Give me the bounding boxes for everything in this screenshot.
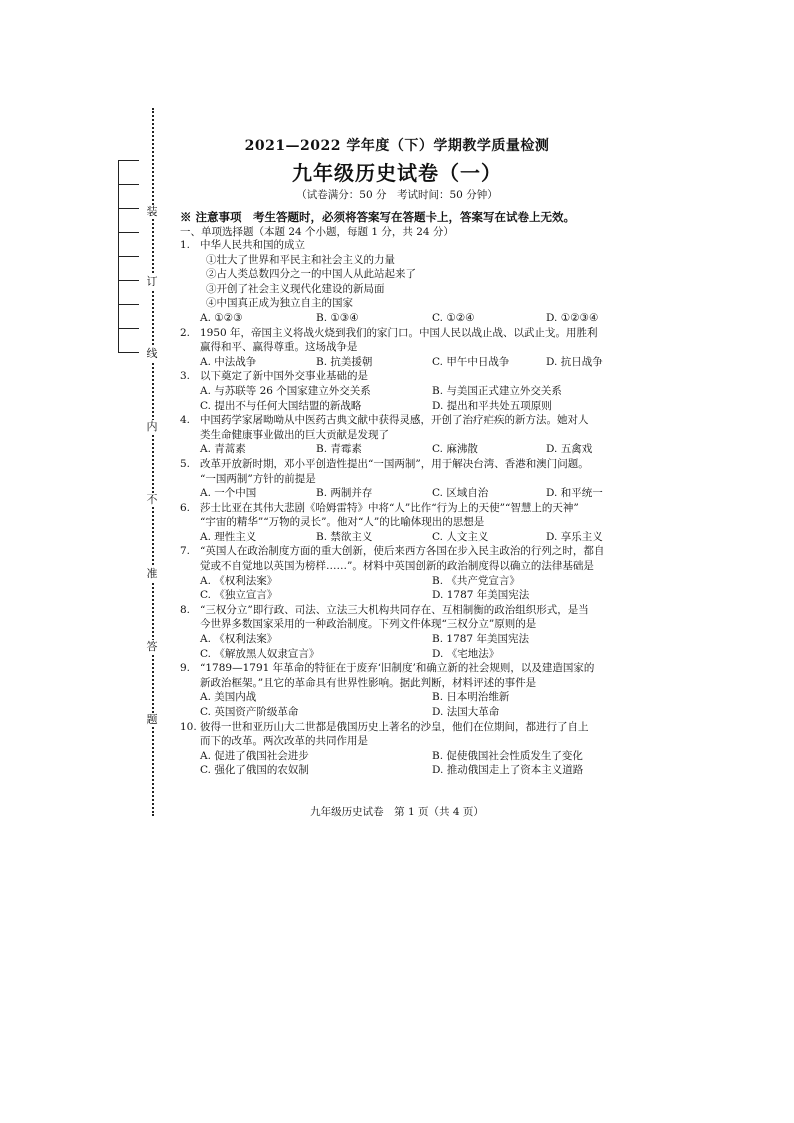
question-list bbox=[180, 238, 630, 778]
exam-title-year: 2021—2022 学年度（下）学期教学质量检测 bbox=[244, 138, 550, 154]
info-rule bbox=[119, 232, 139, 233]
answer-option: C. 提出不与任何大国结盟的新战略 bbox=[200, 399, 362, 412]
page-footer: 九年级历史试卷 第 1 页（共 4 页） bbox=[310, 806, 484, 818]
info-rule bbox=[119, 208, 139, 209]
answer-option: D. 享乐主义 bbox=[546, 530, 603, 543]
binding-char: 线 bbox=[144, 347, 160, 361]
question-stem: “宇宙的精华”“万物的灵长”。他对“人”的比喻体现出的思想是 bbox=[200, 516, 485, 529]
question-line bbox=[180, 603, 630, 618]
answer-option: D. 推动俄国走上了资本主义道路 bbox=[432, 764, 584, 777]
question-stem: 彼得一世和亚历山大二世都是俄国历史上著名的沙皇，他们在位期间，都进行了自上 bbox=[200, 720, 589, 733]
question-stem: “三权分立”即行政、司法、立法三大机构共同存在、互相制衡的政治组织形式，是当 bbox=[200, 603, 589, 616]
exam-subtitle: （试卷满分：50 分 考试时间：50 分钟） bbox=[296, 189, 498, 201]
question-stem: 以下奠定了新中国外交事业基础的是 bbox=[200, 370, 368, 383]
answer-option: A. ①②③ bbox=[200, 311, 243, 324]
question-statement: ④中国真正成为独立自主的国家 bbox=[206, 297, 353, 310]
answer-option: C. 《独立宣言》 bbox=[200, 589, 278, 602]
question-line bbox=[180, 428, 630, 443]
question-line bbox=[180, 544, 630, 559]
question-stem: “一国两制”方针的前提是 bbox=[200, 472, 316, 485]
answer-option: C. 英国资产阶级革命 bbox=[200, 706, 299, 718]
question-number: 8. bbox=[180, 603, 191, 616]
answer-option: A. 一个中国 bbox=[200, 487, 257, 500]
question-item bbox=[180, 413, 630, 457]
question-number: 6. bbox=[180, 501, 191, 514]
options-row bbox=[180, 632, 630, 647]
question-stem: 觉或不自觉地以英国为榜样……”。材料中英国创新的政治制度得以确立的法律基础是 bbox=[200, 560, 594, 573]
question-item bbox=[180, 326, 630, 370]
options-row bbox=[180, 647, 630, 662]
options-row bbox=[180, 574, 630, 589]
answer-option: D. 1787 年美国宪法 bbox=[432, 589, 530, 602]
question-item bbox=[180, 720, 630, 778]
question-stem: 而下的改革。两次改革的共同作用是 bbox=[200, 735, 368, 748]
question-line bbox=[180, 238, 630, 253]
answer-option: D. 法国大革命 bbox=[432, 706, 500, 718]
options-row bbox=[180, 705, 630, 720]
answer-option: B. 《共产党宣言》 bbox=[432, 574, 520, 587]
question-item bbox=[180, 238, 630, 326]
answer-option: C. 甲午中日战争 bbox=[432, 355, 510, 368]
question-item bbox=[180, 661, 630, 719]
question-stem: “1789—1791 年革命的特征在于废弃‘旧制度’和确立新的社会规则，以及建造国家的 bbox=[200, 662, 595, 675]
question-line bbox=[180, 676, 630, 691]
options-row bbox=[180, 355, 630, 370]
question-line bbox=[180, 326, 630, 341]
question-line bbox=[180, 661, 630, 676]
answer-option: B. 日本明治维新 bbox=[432, 691, 510, 704]
notice-text: ※ 注意事项 考生答题时，必须将答案写在答题卡上，答案写在试卷上无效。 bbox=[180, 210, 575, 224]
question-line bbox=[180, 457, 630, 472]
answer-option: A. 青蒿素 bbox=[200, 443, 246, 456]
question-stem: 中华人民共和国的成立 bbox=[200, 239, 305, 251]
question-stem: 新政治框架。”且它的革命具有世界性影响。据此判断，材料评述的事件是 bbox=[200, 676, 537, 689]
info-rule bbox=[119, 256, 139, 257]
options-row bbox=[180, 486, 630, 501]
answer-option: D. 和平统一 bbox=[546, 487, 603, 500]
answer-option: C. 强化了俄国的农奴制 bbox=[200, 764, 309, 777]
answer-option: A. 《权利法案》 bbox=[200, 574, 278, 587]
question-item bbox=[180, 457, 630, 501]
question-number: 4. bbox=[180, 414, 191, 427]
answer-option: B. 促使俄国社会性质发生了变化 bbox=[432, 749, 583, 762]
question-number: 7. bbox=[180, 545, 191, 558]
info-rule bbox=[119, 328, 139, 329]
binding-char: 订 bbox=[144, 275, 160, 289]
answer-option: B. 抗美援朝 bbox=[316, 355, 373, 368]
answer-option: A. 促进了俄国社会进步 bbox=[200, 749, 309, 762]
answer-option: A. 中法战争 bbox=[200, 355, 257, 368]
question-number: 9. bbox=[180, 662, 191, 675]
answer-option: C. 《解放黑人奴隶宣言》 bbox=[200, 647, 320, 660]
answer-option: B. 1787 年美国宪法 bbox=[432, 633, 529, 646]
question-line bbox=[180, 413, 630, 428]
binding-char: 内 bbox=[144, 420, 160, 434]
question-line bbox=[180, 501, 630, 516]
question-number: 1. bbox=[180, 239, 191, 251]
answer-option: B. 与美国正式建立外交关系 bbox=[432, 384, 562, 397]
question-stem: 莎士比亚在其伟大悲剧《哈姆雷特》中将“人”比作“行为上的天使”“智慧上的天神” bbox=[200, 501, 579, 514]
info-rule bbox=[119, 280, 139, 281]
question-number: 10. bbox=[180, 720, 197, 733]
question-stem: 中国药学家屠呦呦从中医药古典文献中获得灵感，开创了治疗疟疾的新方法。她对人 bbox=[200, 414, 589, 427]
question-stem: 1950 年，帝国主义将战火烧到我们的家门口。中国人民以战止战、以武止戈。用胜利 bbox=[200, 326, 598, 339]
answer-option: B. 禁欲主义 bbox=[316, 530, 373, 543]
answer-option: D. 《宅地法》 bbox=[432, 647, 500, 660]
options-row bbox=[180, 384, 630, 399]
options-row bbox=[180, 530, 630, 545]
question-stem: 今世界多数国家采用的一种政治制度。下列文件体现“三权分立”原则的是 bbox=[200, 618, 537, 631]
answer-option: A. 《权利法案》 bbox=[200, 633, 278, 646]
answer-option: C. 麻沸散 bbox=[432, 443, 478, 456]
answer-option: C. 区域自治 bbox=[432, 487, 489, 500]
options-row bbox=[180, 399, 630, 414]
question-number: 5. bbox=[180, 457, 191, 470]
question-item bbox=[180, 544, 630, 602]
question-statement: ①壮大了世界和平民主和社会主义的力量 bbox=[206, 253, 395, 266]
section-heading: 一、单项选择题（本题 24 个小题，每题 1 分，共 24 分） bbox=[180, 226, 454, 238]
question-line bbox=[180, 734, 630, 749]
options-row bbox=[180, 588, 630, 603]
question-statement: ③开创了社会主义现代化建设的新局面 bbox=[206, 282, 385, 295]
answer-option: C. 人文主义 bbox=[432, 530, 489, 543]
question-item bbox=[180, 369, 630, 413]
options-row bbox=[180, 311, 630, 326]
question-stem: 类生命健康事业做出的巨大贡献是发现了 bbox=[200, 428, 389, 441]
question-line bbox=[180, 472, 630, 487]
info-rule bbox=[119, 304, 139, 305]
options-row bbox=[180, 763, 630, 778]
answer-option: B. 青霉素 bbox=[316, 443, 362, 456]
answer-option: A. 理性主义 bbox=[200, 530, 257, 543]
question-line bbox=[180, 559, 630, 574]
info-rule bbox=[119, 352, 139, 353]
binding-char: 答 bbox=[144, 640, 160, 654]
answer-option: B. ①③④ bbox=[316, 311, 359, 324]
answer-option: D. 五禽戏 bbox=[546, 443, 593, 456]
question-line bbox=[180, 617, 630, 632]
answer-option: B. 两制并存 bbox=[316, 487, 373, 500]
options-row bbox=[180, 442, 630, 457]
options-row bbox=[180, 690, 630, 705]
answer-option: D. 抗日战争 bbox=[546, 355, 603, 368]
options-row bbox=[180, 749, 630, 764]
answer-option: D. ①②③④ bbox=[546, 311, 599, 324]
question-statement: ②占人类总数四分之一的中国人从此站起来了 bbox=[206, 268, 416, 281]
question-item bbox=[180, 501, 630, 545]
question-item bbox=[180, 603, 630, 661]
question-stem: “英国人在政治制度方面的重大创新，使后来西方各国在步入民主政治的行列之时，都自 bbox=[200, 545, 605, 558]
binding-char: 准 bbox=[144, 567, 160, 581]
binding-char: 装 bbox=[144, 205, 160, 219]
answer-option: D. 提出和平共处五项原则 bbox=[432, 399, 552, 412]
question-number: 3. bbox=[180, 370, 191, 383]
question-line bbox=[180, 515, 630, 530]
exam-title-subject: 九年级历史试卷（一） bbox=[292, 161, 502, 185]
answer-option: A. 与苏联等 26 个国家建立外交关系 bbox=[200, 384, 371, 397]
answer-option: C. ①②④ bbox=[432, 311, 475, 324]
question-number: 2. bbox=[180, 326, 191, 339]
question-stem: 改革开放新时期，邓小平创造性提出“一国两制”，用于解决台湾、香港和澳门问题。 bbox=[200, 457, 589, 470]
question-line bbox=[180, 340, 630, 355]
answer-option: A. 美国内战 bbox=[200, 691, 257, 704]
binding-char: 题 bbox=[144, 713, 160, 727]
question-stem: 赢得和平、赢得尊重。这场战争是 bbox=[200, 341, 358, 354]
question-line bbox=[180, 720, 630, 735]
binding-char: 不 bbox=[144, 493, 160, 507]
question-line bbox=[180, 369, 630, 384]
